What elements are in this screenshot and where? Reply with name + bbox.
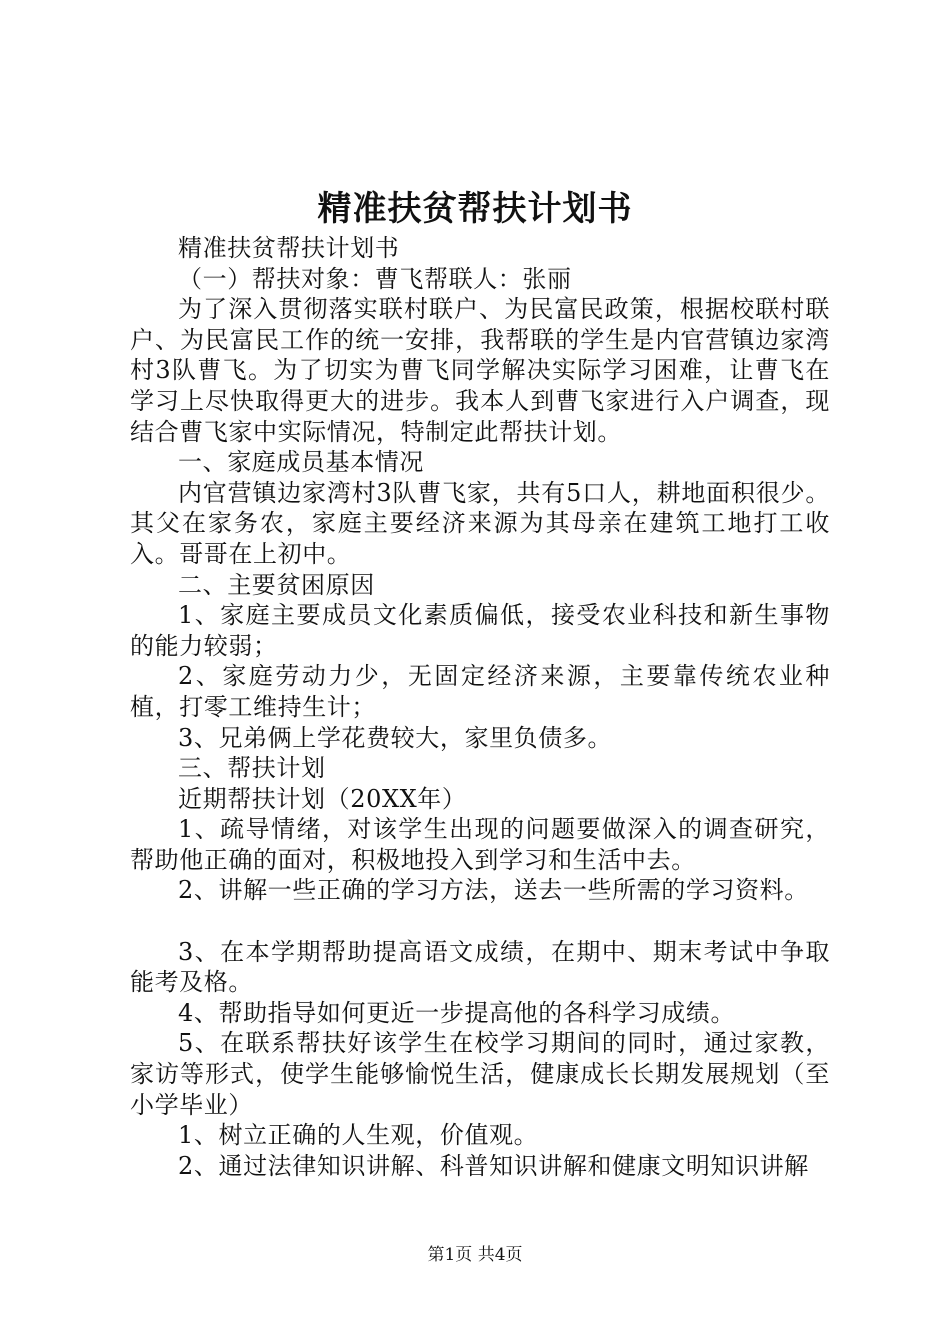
heading-family-members: 一、家庭成员基本情况	[178, 448, 424, 477]
document-body	[130, 233, 830, 1181]
list-item-reason-3: 3、兄弟俩上学花费较大，家里负债多。	[178, 723, 613, 752]
blank-line	[130, 906, 830, 937]
paragraph-family-info: 内官营镇边家湾村3队曹飞家，共有5口人，耕地面积很少。其父在家务农，家庭主要经济来源为其母亲在建筑工地打工收入。哥哥在上初中。	[130, 478, 830, 568]
heading-help-plan: 三、帮扶计划	[178, 754, 326, 783]
heading-poverty-reasons: 二、主要贫困原因	[178, 570, 375, 599]
list-item-plan-5: 5、在联系帮扶好该学生在校学习期间的同时，通过家教，家访等形式，使学生能够愉悦生活，健康成长长期发展规划（至小学毕业）	[130, 1029, 830, 1119]
list-item-plan-1: 1、疏导情绪，对该学生出现的问题要做深入的调查研究，帮助他正确的面对，积极地投入到学习和生活中去。	[130, 815, 830, 874]
list-item-long-term-1: 1、树立正确的人生观，价值观。	[178, 1121, 539, 1150]
list-item-long-term-2: 2、通过法律知识讲解、科普知识讲解和健康文明知识讲解	[178, 1151, 809, 1180]
subheading-short-term-plan: 近期帮扶计划（20XX年）	[178, 784, 467, 813]
list-item-plan-3: 3、在本学期帮助提高语文成绩，在期中、期末考试中争取能考及格。	[130, 937, 830, 997]
document-title: 精准扶贫帮扶计划书	[317, 189, 633, 229]
paragraph-intro: 为了深入贯彻落实联村联户、为民富民政策，根据校联村联户、为民富民工作的统一安排，我帮联的学生是内官营镇边家湾村3队曹飞。为了切实为曹飞同学解决实际学习困难，让曹飞在学习上尽快取得更大的进步。我本人到曹飞家进行入户调查，现结合曹飞家中实际情况，特制定此帮扶计划。	[130, 295, 830, 446]
paragraph-help-target: （一）帮扶对象：曹飞帮联人：张丽	[178, 264, 572, 293]
page-number-footer: 第1页 共4页	[427, 1245, 523, 1265]
paragraph-subtitle: 精准扶贫帮扶计划书	[178, 234, 400, 262]
list-item-plan-4: 4、帮助指导如何更近一步提高他的各科学习成绩。	[178, 998, 736, 1027]
list-item-reason-2: 2、家庭劳动力少，无固定经济来源，主要靠传统农业种植，打零工维持生计；	[130, 662, 830, 721]
list-item-reason-1: 1、家庭主要成员文化素质偏低，接受农业科技和新生事物的能力较弱；	[130, 601, 830, 660]
list-item-plan-2: 2、讲解一些正确的学习方法，送去一些所需的学习资料。	[178, 876, 809, 905]
